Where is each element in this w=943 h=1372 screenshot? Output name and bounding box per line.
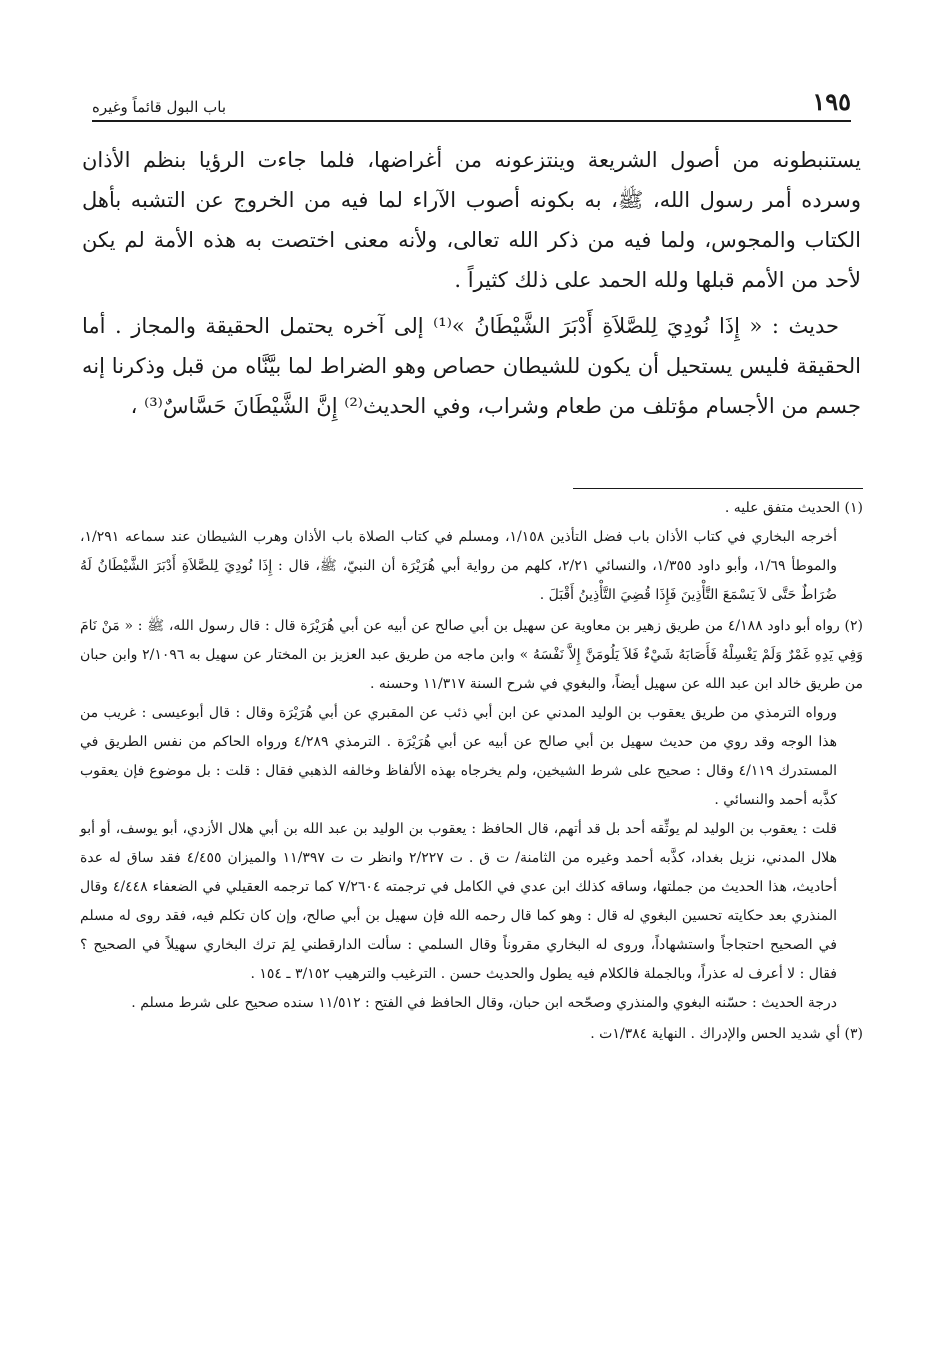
main-paragraph-2: حديث : « إِذَا نُودِيَ لِلصَّلاَةِ أَدْبَرَ الشَّيْطَانُ »⁽¹⁾ إلى آخره يحتمل الحقيقة والمجاز . أما الحقيقة فليس يستحيل أن يكون للشيطان حصاص وهو الضراط لما بيَّنَّاه من قبل وذكرنا إنه جسم من الأجسام مؤتلف من طعام وشراب، وفي الحديث⁽²⁾ إِنَّ الشَّيْطَانَ حَسَّاسٌ⁽³⁾ ، — [82, 314, 861, 418]
footnote-2-paragraph-4: درجة الحديث : حسّنه البغوي والمنذري وصحّحه ابن حبان، وقال الحافظ في الفتح : ١١/٥١٢ سنده صحيح على شرط مسلم . — [131, 995, 837, 1011]
main-text — [82, 140, 861, 426]
footnotes — [80, 492, 863, 1049]
footnote-1-body: أخرجه البخاري في كتاب الأذان باب فضل التأذين ١/١٥٨، ومسلم في كتاب الصلاة باب الأذان وهرب الشيطان عند سماعه ١/٢٩١، والموطأ ١/٦٩، وأبو داود ١/٣٥٥، والنسائي ٢/٢١، كلهم من رواية أبي هُرَيْرَة أن النبيّ، ﷺ، قال : إِذَا نُودِيَ لِلصَّلاَةِ أَدْبَرَ الشَّيْطَانُ لَهُ ضُرَاطٌ حَتَّى لاَ يَسْمَعَ التَّأْذِينَ فَإِذَا قُضِيَ التَّأْذِينُ أَقْبَلَ . — [80, 529, 837, 603]
footnote-separator — [573, 488, 863, 489]
footnote-2-paragraph-3: قلت : يعقوب بن الوليد لم يوثِّقه أحد بل قد أتهم، قال الحافظ : يعقوب بن الوليد بن عبد الله بن أبي هلال الأزدي، أبو يوسف، أو أبو هلال المدني، نزيل بغداد، كذَّبه أحمد وغيره من الثامنة/ ت ق . ت ٢/٢٢٧ وانظر ت ت ١١/٣٩٧ والميزان ٤/٤٥٥ فقد ساق له عدة أحاديث، هذا الحديث من جملتها، وساقه كذلك ابن عدي في الكامل في ترجمته ٧/٢٦٠٤ كما ترجمه العقيلي في الضعفاء ٤/٤٤٨ وقال المنذري بعد حكايته تحسين البغوي له قال : وهو كما قال رحمه الله فإن سهيل بن أبي صالح، وإن كان تكلم فيه، فقد روى له مسلم في الصحيح احتجاجاً واستشهاداً، وروى له البخاري مقروناً وقال السلمي : سألت الدارقطني لِمَ ترك البخاري سهيلاً في الصحيح ؟ فقال : لا أعرف له عذراً، وبالجملة فالكلام فيه يطول والحديث حسن . الترغيب والترهيب ٣/١٥٢ ـ ١٥٤ . — [80, 821, 838, 982]
chapter-title: باب البول قائماً وغيره — [92, 98, 226, 116]
footnote-2-paragraph-2: ورواه الترمذي من طريق يعقوب بن الوليد المدني عن ابن أبي ذئب عن المقبري عن أبي هُرَيْرَة وقال : قال أبوعيسى : غريب من هذا الوجه وقد روي من حديث سهيل بن أبي صالح عن أبيه عن أبي هُرَيْرَة . الترمذي ٤/٢٨٩ ورواه الحاكم من نفس الطريق في المستدرك ٤/١١٩ وقال : صحيح على شرط الشيخين، ولم يخرجاه بهذه الألفاظ وخالفه الذهبي فقال : قلت : بل موضوع فإن يعقوب كذَّبه أحمد والنسائي . — [80, 705, 837, 808]
main-paragraph-1: يستنبطونه من أصول الشريعة وينتزعونه من أغراضها، فلما جاءت الرؤيا بنظم الأذان وسرده أمر رسول الله، ﷺ، به بكونه أصوب الآراء لما فيه من الخروج عن التشبه بأهل الكتاب والمجوس، ولما فيه من ذكر الله تعالى، ولأنه معنى اختصت به هذه الأمة لم يكن لأحد من الأمم قبلها ولله الحمد على ذلك كثيراً . — [82, 148, 861, 292]
page-number: ١٩٥ — [812, 87, 851, 116]
footnote-3: (٣) أي شديد الحس والإدراك . النهاية ١/٣٨٤ت . — [590, 1026, 863, 1042]
footnote-2-paragraph-1: (٢) رواه أبو داود ٤/١٨٨ من طريق زهير بن معاوية عن سهيل بن أبي صالح عن أبيه عن أبي هُرَيْرَة قال : قال رسول الله، ﷺ : « مَنْ نَامَ وَفِي يَدِهِ غَمْرٌ وَلَمْ يَغْسِلْهُ فَأَصَابَهُ شَيْءٌ فَلاَ يَلُومَنَّ إِلاَّ نَفْسَهُ » وابن ماجه من طريق عبد العزيز بن المختار عن سهيل به ٢/١٠٩٦ وابن حبان من طريق خالد ابن عبد الله عن سهيل أيضاً، والبغوي في شرح السنة ١١/٣١٧ وحسنه . — [80, 618, 863, 692]
footnote-1-title: (١) الحديث متفق عليه . — [724, 500, 863, 516]
page-header — [92, 88, 851, 122]
